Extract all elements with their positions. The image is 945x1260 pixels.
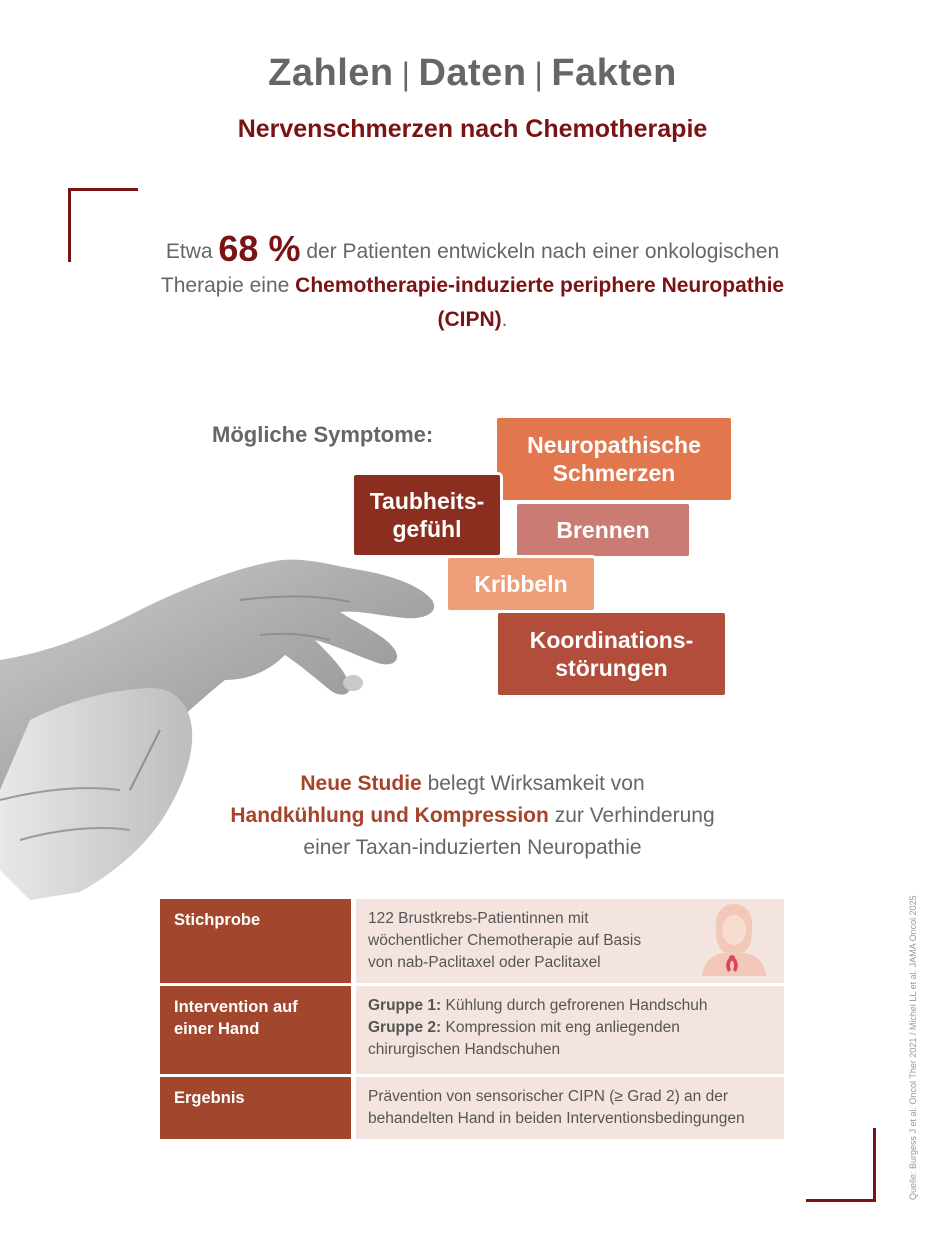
title-part-numbers: Zahlen [268, 52, 394, 94]
group-2-label: Gruppe 2: [368, 1019, 442, 1036]
table-head-intervention: Intervention auf einer Hand [160, 986, 356, 1074]
sample-line: wöchentlicher Chemotherapie auf Basis [368, 932, 642, 949]
page-title [0, 52, 945, 95]
study-highlight-method: Handkühlung und Kompression [230, 804, 549, 827]
symptom-numbness: Taubheits- gefühl [351, 472, 503, 558]
stat-highlight: Chemotherapie-induzierte periphere Neuropathie (CIPN) [295, 274, 785, 331]
symptom-neuropathic-pain: Neuropathische Schmerzen [494, 415, 734, 503]
study-line-1 [150, 768, 795, 800]
sample-line: von nab-Paclitaxel oder Paclitaxel [368, 954, 601, 971]
group-1-line [368, 995, 772, 1017]
study-text-1: belegt Wirksamkeit von [427, 772, 645, 795]
page-subtitle: Nervenschmerzen nach Chemotherapie [237, 115, 708, 143]
corner-bracket-top-left [68, 188, 138, 262]
table-head-sample: Stichprobe [160, 899, 356, 983]
title-part-facts: Fakten [551, 52, 677, 94]
table-cell-result [356, 1077, 784, 1139]
study-table [160, 896, 784, 1142]
group-2-text-continued: chirurgischen Handschuhen [368, 1041, 561, 1058]
stat-prefix: Etwa [165, 240, 213, 263]
corner-bracket-bottom-right [806, 1128, 876, 1202]
result-line: Prävention von sensorischer CIPN (≥ Grad 2) an der [368, 1088, 728, 1105]
group-1-text: Kühlung durch gefrorenen Handschuh [445, 997, 708, 1014]
stat-value: 68 % [218, 228, 301, 269]
table-cell-intervention [356, 986, 784, 1074]
symptom-coordination: Koordinations- störungen [495, 610, 728, 698]
symptoms-label: Mögliche Symptome: [212, 422, 434, 447]
study-statement [150, 768, 795, 864]
group-2-text: Kompression mit eng anliegenden [445, 1019, 680, 1036]
sample-line: 122 Brustkrebs-Patientinnen mit [368, 910, 589, 927]
symptom-burning: Brennen [514, 501, 692, 559]
source-citation: Quelle: Burgess J et al. Oncol Ther 2021 / Michel LL et al. JAMA Oncol 2025 [908, 895, 918, 1200]
symptom-tingling: Kribbeln [445, 555, 597, 613]
stat-text: der Patienten entwickeln nach einer onkologischen Therapie eine [160, 240, 780, 297]
title-separator: | [534, 56, 544, 92]
study-line-2 [150, 800, 795, 832]
statistic-text [150, 228, 795, 337]
study-line-3: einer Taxan-induzierten Neuropathie [303, 836, 642, 859]
title-part-data: Daten [418, 52, 527, 94]
study-highlight-new-study: Neue Studie [300, 772, 422, 795]
table-row [160, 986, 784, 1074]
table-head-result: Ergebnis [160, 1077, 356, 1139]
table-row [160, 899, 784, 983]
table-row [160, 1077, 784, 1139]
group-1-label: Gruppe 1: [368, 997, 442, 1014]
title-separator: | [401, 56, 411, 92]
patient-ribbon-icon [698, 900, 770, 976]
result-line: behandelten Hand in beiden Interventionsbedingungen [368, 1110, 745, 1127]
group-2-line [368, 1017, 772, 1039]
stat-suffix: . [501, 308, 508, 331]
study-text-2: zur Verhinderung [554, 804, 715, 827]
